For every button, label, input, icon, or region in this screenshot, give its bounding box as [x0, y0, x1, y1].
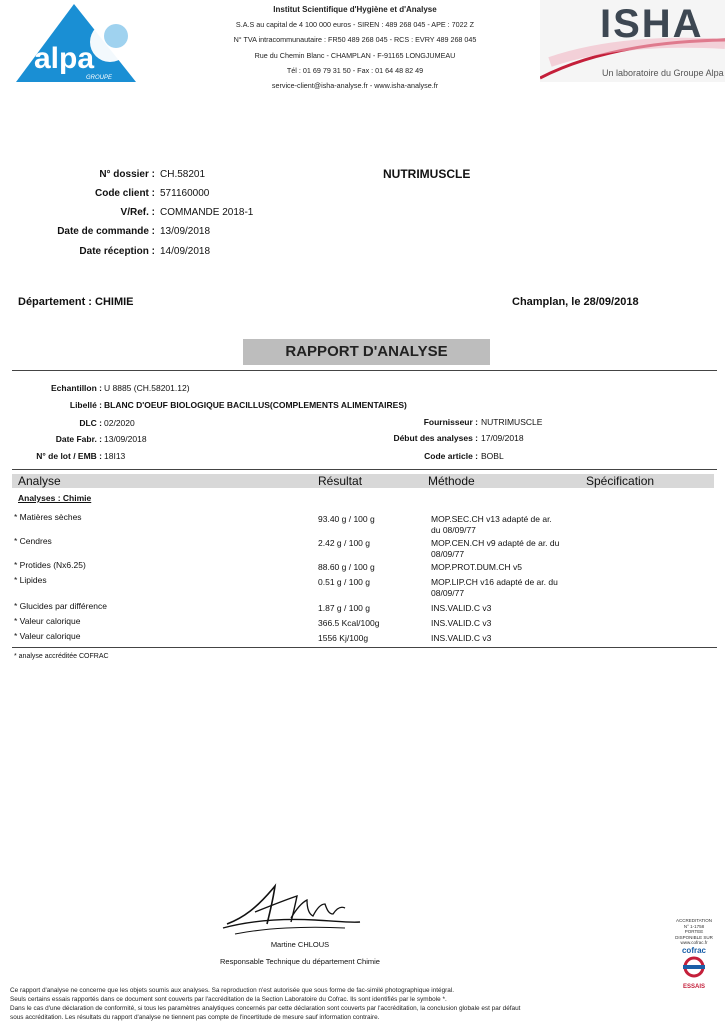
row-analyse: * Cendres [14, 536, 52, 546]
signature-image [215, 878, 365, 938]
company-info [170, 2, 540, 93]
row-analyse: * Valeur calorique [14, 616, 81, 626]
company-phone: Tél : 01 69 79 31 50 - Fax : 01 64 48 82 49 [286, 65, 424, 75]
vref-value: COMMANDE 2018-1 [160, 207, 254, 218]
date-fabr-label: Date Fabr. : [55, 434, 102, 444]
cofrac-brand: cofrac [681, 945, 706, 955]
legal-line: Ce rapport d'analyse ne concerne que les objets soumis aux analyses. Sa reproduction n'est autorisée que sous forme de fac-similé photographique intégral. [10, 987, 455, 994]
signatory-role: Responsable Technique du département Chimie [220, 957, 380, 966]
libelle-value: BLANC D'OEUF BIOLOGIQUE BACILLUS(COMPLEMENTS ALIMENTAIRES) [104, 400, 407, 410]
signatory-name: Martine CHLOUS [270, 940, 330, 949]
row-methode-cont: 08/09/77 [431, 588, 465, 598]
legal-line: Dans le cas d'une déclaration de conformité, si tous les paramètres analytiques concernés par cette déclaration sont couverts par l'accréditation, la conclusion globale est par défaut [10, 1005, 521, 1012]
alpa-logo [12, 2, 142, 84]
row-analyse: * Valeur calorique [14, 631, 81, 641]
row-analyse: * Lipides [14, 575, 47, 585]
table-bottom-rule [12, 647, 717, 648]
row-methode: MOP.CEN.CH v9 adapté de ar. du [431, 538, 560, 548]
row-analyse: * Glucides par différence [14, 601, 107, 611]
row-resultat: 1556 Kj/100g [318, 633, 369, 643]
sample-value: U 8885 (CH.58201.12) [104, 383, 190, 393]
cofrac-essais: ESSAIS [682, 983, 705, 990]
column-header-specification: Spécification [586, 474, 655, 488]
cofrac-portee: PORTEE [684, 929, 704, 934]
row-resultat: 0.51 g / 100 g [318, 577, 370, 587]
client-name: NUTRIMUSCLE [383, 167, 471, 181]
libelle-label: Libellé : [69, 400, 102, 410]
row-methode: MOP.SEC.CH v13 adapté de ar. [431, 514, 552, 524]
date-fabr-value: 13/09/2018 [104, 434, 147, 444]
alpa-logo-text: alpa [34, 42, 95, 75]
cofrac-number: N° 1-1758 [683, 923, 705, 929]
cofrac-disponible: DISPONIBLE SUR [675, 934, 713, 940]
isha-logo-text: ISHA [600, 2, 704, 46]
lot-label: N° de lot / EMB : [36, 451, 102, 461]
client-code-value: 571160000 [160, 188, 210, 199]
row-resultat: 366.5 Kcal/100g [318, 618, 380, 628]
code-article-value: BOBL [481, 451, 504, 461]
company-address: Rue du Chemin Blanc - CHAMPLAN - F-91165 LONGJUMEAU [254, 50, 456, 60]
row-resultat: 93.40 g / 100 g [318, 514, 375, 524]
column-header-methode: Méthode [428, 474, 475, 488]
reception-date-value: 14/09/2018 [160, 246, 211, 257]
legal-line: Seuls certains essais rapportés dans ce document sont couverts par l'accréditation de la Section Laboratoire du Cofrac. Ils sont identifiés par le symbole *. [10, 996, 447, 1003]
dossier-label: N° dossier : [99, 169, 155, 180]
section-title: Analyses : Chimie [18, 493, 92, 503]
column-header-analyse: Analyse [18, 474, 61, 488]
row-methode-cont: 08/09/77 [431, 549, 465, 559]
row-analyse: * Matières sèches [14, 512, 82, 522]
row-resultat: 2.42 g / 100 g [318, 538, 370, 548]
company-contact: service-client@isha-analyse.fr - www.isha-analyse.fr [271, 81, 439, 91]
order-date-value: 13/09/2018 [160, 226, 211, 237]
debut-analyses-label: Début des analyses : [393, 433, 478, 443]
row-resultat: 88.60 g / 100 g [318, 562, 375, 572]
alpa-groupe-text: GROUPE [86, 75, 113, 81]
cofrac-url: www.cofrac.fr [680, 940, 708, 945]
order-date-label: Date de commande : [57, 226, 155, 237]
dlc-value: 02/2020 [104, 418, 135, 428]
column-header-resultat: Résultat [318, 474, 363, 488]
dlc-label: DLC : [79, 418, 102, 428]
legal-notice [10, 986, 720, 1022]
row-resultat: 1.87 g / 100 g [318, 603, 370, 613]
row-methode: MOP.PROT.DUM.CH v5 [431, 562, 522, 572]
place-date: Champlan, le 28/09/2018 [512, 296, 639, 308]
company-vat: N° TVA intracommunautaire : FR50 489 268 045 - RCS : EVRY 489 268 045 [233, 35, 477, 45]
row-analyse: * Protides (Nx6.25) [14, 560, 86, 570]
company-capital: S.A.S au capital de 4 100 000 euros - SIREN : 489 268 045 - APE : 7022 Z [235, 20, 475, 30]
sample-label: Echantillon : [51, 383, 102, 393]
cofrac-accreditation: ACCREDITATION [675, 918, 713, 923]
row-methode-cont: du 08/09/77 [431, 525, 476, 535]
row-methode: MOP.LIP.CH v16 adapté de ar. du [431, 577, 558, 587]
isha-logo [540, 0, 725, 82]
row-methode: INS.VALID.C v3 [431, 603, 492, 613]
row-methode: INS.VALID.C v3 [431, 633, 492, 643]
row-methode: INS.VALID.C v3 [431, 618, 492, 628]
lot-value: 18I13 [104, 451, 126, 461]
legal-line: sous accréditation. Les résultats du rapport d'analyse ne tiennent pas compte de l'incertitude de mesure sauf information contraire. [10, 1014, 380, 1021]
code-article-label: Code article : [424, 451, 478, 461]
fournisseur-value: NUTRIMUSCLE [481, 417, 543, 427]
department: Département : CHIMIE [18, 296, 134, 308]
divider [12, 469, 717, 470]
footnote: * analyse accréditée COFRAC [14, 653, 109, 660]
cofrac-mark-icon [679, 956, 709, 978]
reception-date-label: Date réception : [79, 246, 155, 257]
dossier-value: CH.58201 [160, 169, 206, 180]
debut-analyses-value: 17/09/2018 [481, 433, 524, 443]
fournisseur-label: Fournisseur : [423, 417, 478, 427]
vref-label: V/Ref. : [120, 207, 155, 218]
client-code-label: Code client : [94, 188, 155, 199]
isha-tagline: Un laboratoire du Groupe Alpa [602, 68, 724, 78]
report-title: RAPPORT D'ANALYSE [243, 339, 490, 365]
institute-name: Institut Scientifique d'Hygiène et d'Analyse [273, 5, 437, 14]
divider [12, 370, 717, 371]
